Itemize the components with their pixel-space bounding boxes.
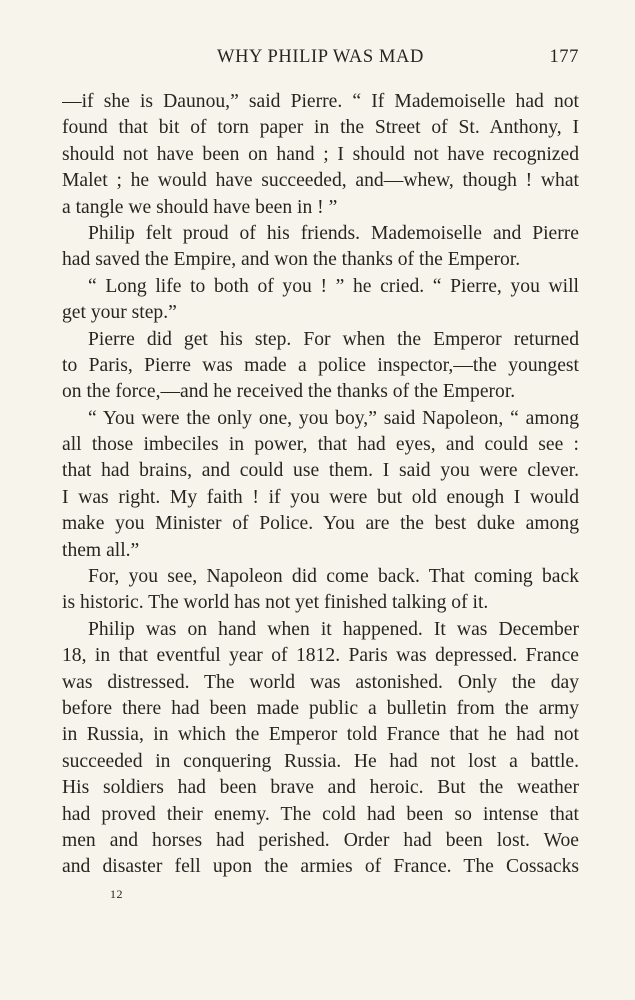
text-line: Philip was on hand when it happened. It was December <box>88 618 579 640</box>
text-line: found that bit of torn paper in the Street of St. Anthony, I <box>62 117 579 139</box>
text-line: succeeded in conquering Russia. He had not lost a battle. <box>62 750 579 772</box>
text-line: had proved their enemy. The cold had been so intense that <box>62 803 579 825</box>
text-line: I was right. My faith ! if you were but old enough I would <box>62 486 579 508</box>
text-line: men and horses had perished. Order had been lost. Woe <box>62 829 579 851</box>
text-line: “ You were the only one, you boy,” said Napoleon, “ among <box>88 407 579 429</box>
text-line: get your step.” <box>62 302 177 324</box>
text-line: all those imbeciles in power, that had eyes, and could see : <box>62 434 579 456</box>
text-line: should not have been on hand ; I should not have recognized <box>62 143 579 165</box>
text-line: Malet ; he would have succeeded, and—whew, though ! what <box>62 170 579 192</box>
text-line: —if she is Daunou,” said Pierre. “ If Mademoiselle had not <box>62 91 579 112</box>
text-line: that had brains, and could use them. I said you were clever. <box>62 460 579 482</box>
text-line: on the force,—and he received the thanks of the Emperor. <box>62 381 516 403</box>
text-line: Philip felt proud of his friends. Mademoiselle and Pierre <box>88 222 579 244</box>
text-line: a tangle we should have been in ! ” <box>62 196 338 218</box>
text-line: make you Minister of Police. You are the best duke among <box>62 513 579 535</box>
text-line: “ Long life to both of you ! ” he cried. “ Pierre, you will <box>88 275 579 297</box>
text-line: His soldiers had been brave and heroic. But the weather <box>62 777 579 799</box>
text-line: For, you see, Napoleon did come back. That coming back <box>88 566 579 588</box>
text-line: them all.” <box>62 539 140 561</box>
text-line: and disaster fell upon the armies of France. The Cossacks <box>62 856 579 878</box>
text-line: to Paris, Pierre was made a police inspector,—the youngest <box>62 354 579 376</box>
text-line: is historic. The world has not yet finished talking of it. <box>62 592 489 614</box>
page-number: 177 <box>549 47 579 67</box>
text-line: was distressed. The world was astonished. Only the day <box>62 671 579 693</box>
running-head <box>62 47 579 73</box>
text-line: in Russia, in which the Emperor told France that he had not <box>62 724 579 746</box>
text-line: Pierre did get his step. For when the Emperor returned <box>88 328 579 350</box>
body-text <box>62 89 579 881</box>
text-line: 18, in that eventful year of 1812. Paris was depressed. France <box>62 645 579 667</box>
running-title: WHY PHILIP WAS MAD <box>217 47 424 67</box>
text-line: had saved the Empire, and won the thanks of the Emperor. <box>62 249 521 271</box>
signature-mark: 12 <box>110 887 123 901</box>
text-line: before there had been made public a bulletin from the army <box>62 697 579 719</box>
